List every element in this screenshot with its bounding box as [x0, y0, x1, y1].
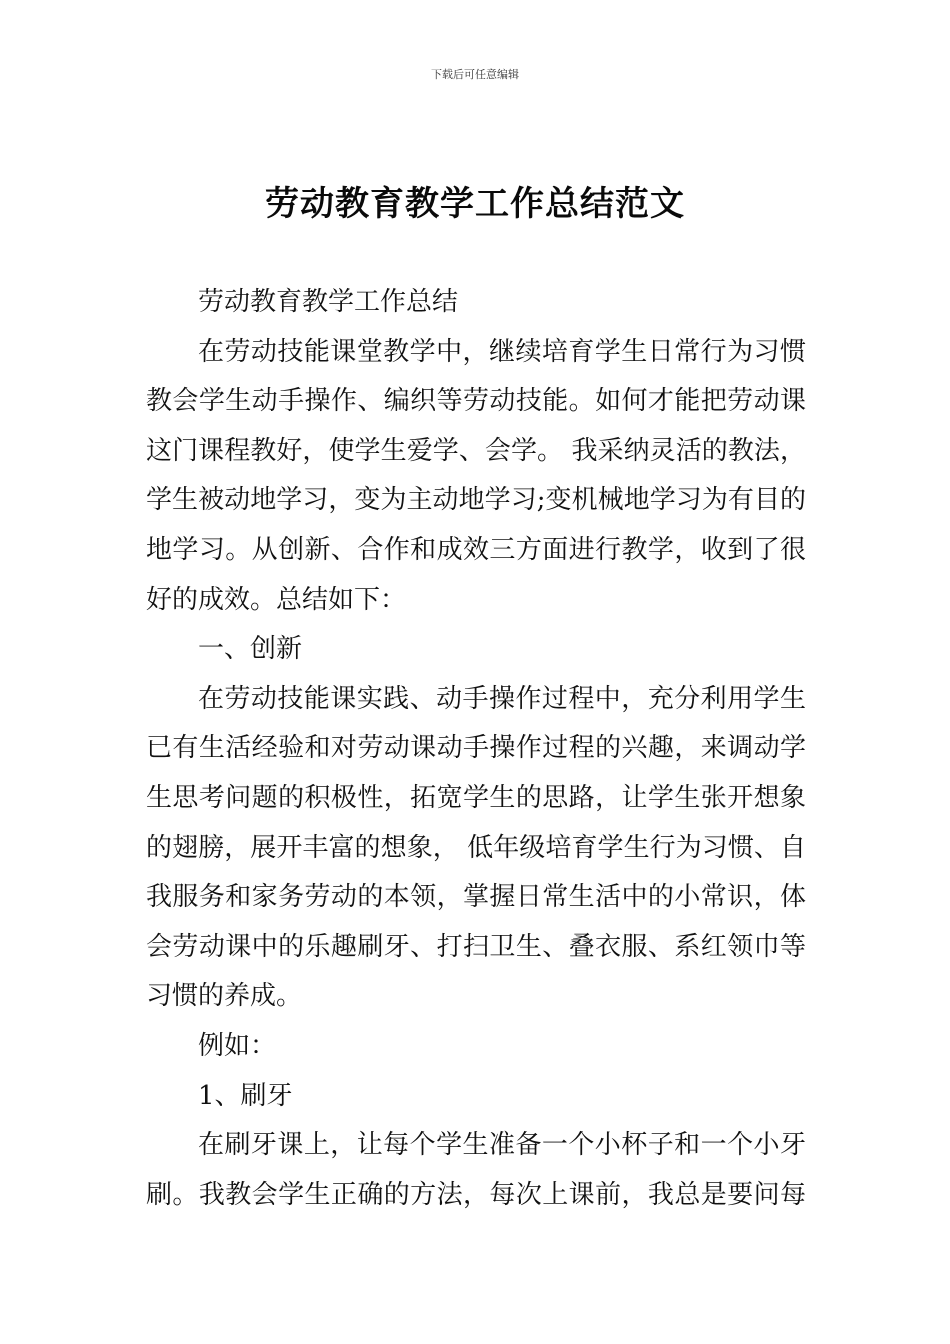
text-line: 生思考问题的积极性，拓宽学生的思路，让学生张开想象 [146, 782, 806, 813]
text-line: 在劳动技能课实践、动手操作过程中，充分利用学生 [198, 683, 806, 714]
text-line: 在刷牙课上，让每个学生准备一个小杯子和一个小牙 [198, 1130, 806, 1161]
text-line: 好的成效。总结如下： [146, 584, 407, 615]
text-line: 已有生活经验和对劳动课动手操作过程的兴趣，来调动学 [146, 733, 806, 764]
text-line: 教会学生动手操作、编织等劳动技能。如何才能把劳动课 [146, 386, 806, 417]
text-line: 劳动教育教学工作总结 [198, 287, 459, 317]
text-line: 一、创新 [198, 634, 303, 665]
text-line: 习惯的养成。 [146, 981, 303, 1012]
text-line: 例如： [198, 1030, 277, 1061]
text-line: 这门课程教好，使学生爱学、会学。 我采纳灵活的教法， [146, 435, 806, 466]
document-body [146, 278, 806, 1220]
text-line: 的翅膀，展开丰富的想象， 低年级培育学生行为习惯、自 [146, 832, 806, 863]
text-line: 地学习。从创新、合作和成效三方面进行教学，收到了很 [146, 534, 806, 565]
text-line: 学生被动地学习，变为主动地学习;变机械地学习为有目的 [146, 485, 806, 516]
text-line: 在劳动技能课堂教学中，继续培育学生日常行为习惯 [198, 336, 806, 367]
text-line: 1、刷牙 [198, 1080, 293, 1111]
text-line: 我服务和家务劳动的本领，掌握日常生活中的小常识，体 [146, 882, 806, 913]
document-title: 劳动教育教学工作总结范文 [265, 184, 685, 224]
text-line: 会劳动课中的乐趣刷牙、打扫卫生、叠衣服、系红领巾等 [146, 931, 806, 962]
text-line: 刷。我教会学生正确的方法，每次上课前，我总是要问每 [146, 1179, 806, 1210]
header-note: 下载后可任意编辑 [431, 68, 519, 81]
